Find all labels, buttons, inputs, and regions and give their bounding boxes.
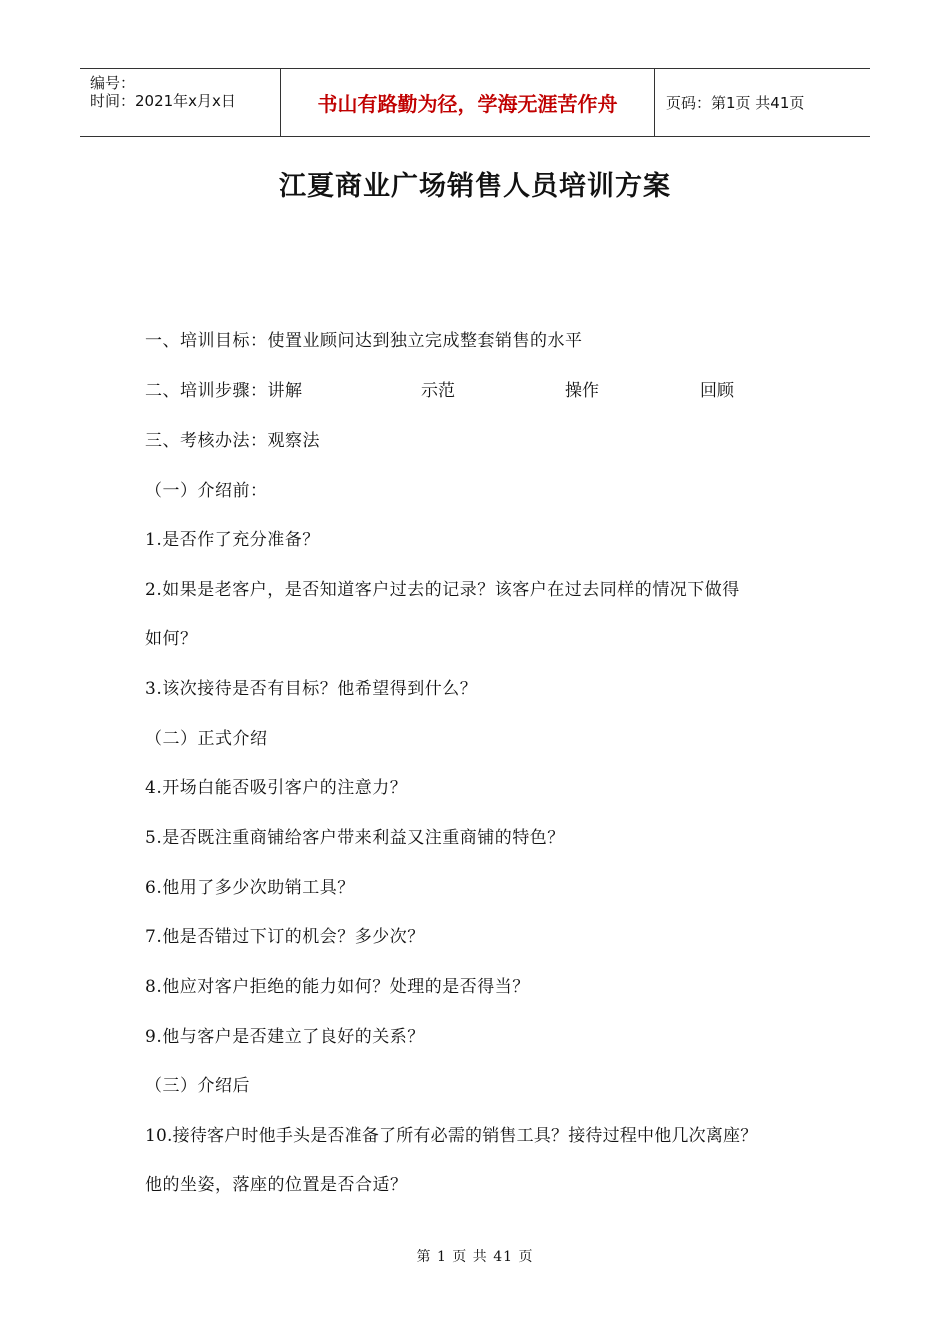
section-heading: （一）介绍前： — [145, 481, 268, 501]
document-date: 时间：2021年x月x日 — [90, 92, 236, 110]
question-item: 10.接待客户时他手头是否准备了所有必需的销售工具？接待过程中他几次离座？ — [145, 1126, 758, 1146]
question-item: 1.是否作了充分准备？ — [145, 530, 320, 550]
document-title: 江夏商业广场销售人员培训方案 — [279, 171, 671, 202]
question-item-continuation: 如何？ — [145, 629, 198, 649]
section-heading: （三）介绍后 — [145, 1076, 250, 1096]
header-page-info: 页码：第1页 共41页 — [666, 94, 805, 112]
header-divider — [654, 69, 655, 136]
assessment-method: 三、考核办法：观察法 — [145, 431, 320, 451]
question-item: 3.该次接待是否有目标？他希望得到什么？ — [145, 679, 478, 699]
question-item: 8.他应对客户拒绝的能力如何？处理的是否得当？ — [145, 977, 530, 997]
question-item: 5.是否既注重商铺给客户带来利益又注重商铺的特色？ — [145, 828, 565, 848]
training-step: 示范 — [421, 381, 455, 401]
document-number-label: 编号： — [90, 74, 136, 92]
page-header — [80, 68, 870, 137]
header-motto: 书山有路勤为径，学海无涯苦作舟 — [317, 92, 618, 116]
training-step: 操作 — [565, 381, 599, 401]
training-steps-label: 二、培训步骤：讲解 — [145, 381, 303, 401]
training-step: 回顾 — [700, 381, 734, 401]
question-item: 9.他与客户是否建立了良好的关系？ — [145, 1027, 425, 1047]
question-item-continuation: 他的坐姿，落座的位置是否合适？ — [145, 1175, 408, 1195]
header-meta — [80, 69, 280, 136]
question-item: 2.如果是老客户，是否知道客户过去的记录？该客户在过去同样的情况下做得 — [145, 580, 740, 600]
question-item: 7.他是否错过下订的机会？多少次？ — [145, 927, 425, 947]
section-heading: （二）正式介绍 — [145, 729, 268, 749]
question-item: 6.他用了多少次助销工具？ — [145, 878, 355, 898]
question-item: 4.开场白能否吸引客户的注意力？ — [145, 778, 408, 798]
training-goal: 一、培训目标：使置业顾问达到独立完成整套销售的水平 — [145, 331, 583, 351]
page-footer: 第 1 页 共 41 页 — [416, 1249, 534, 1265]
